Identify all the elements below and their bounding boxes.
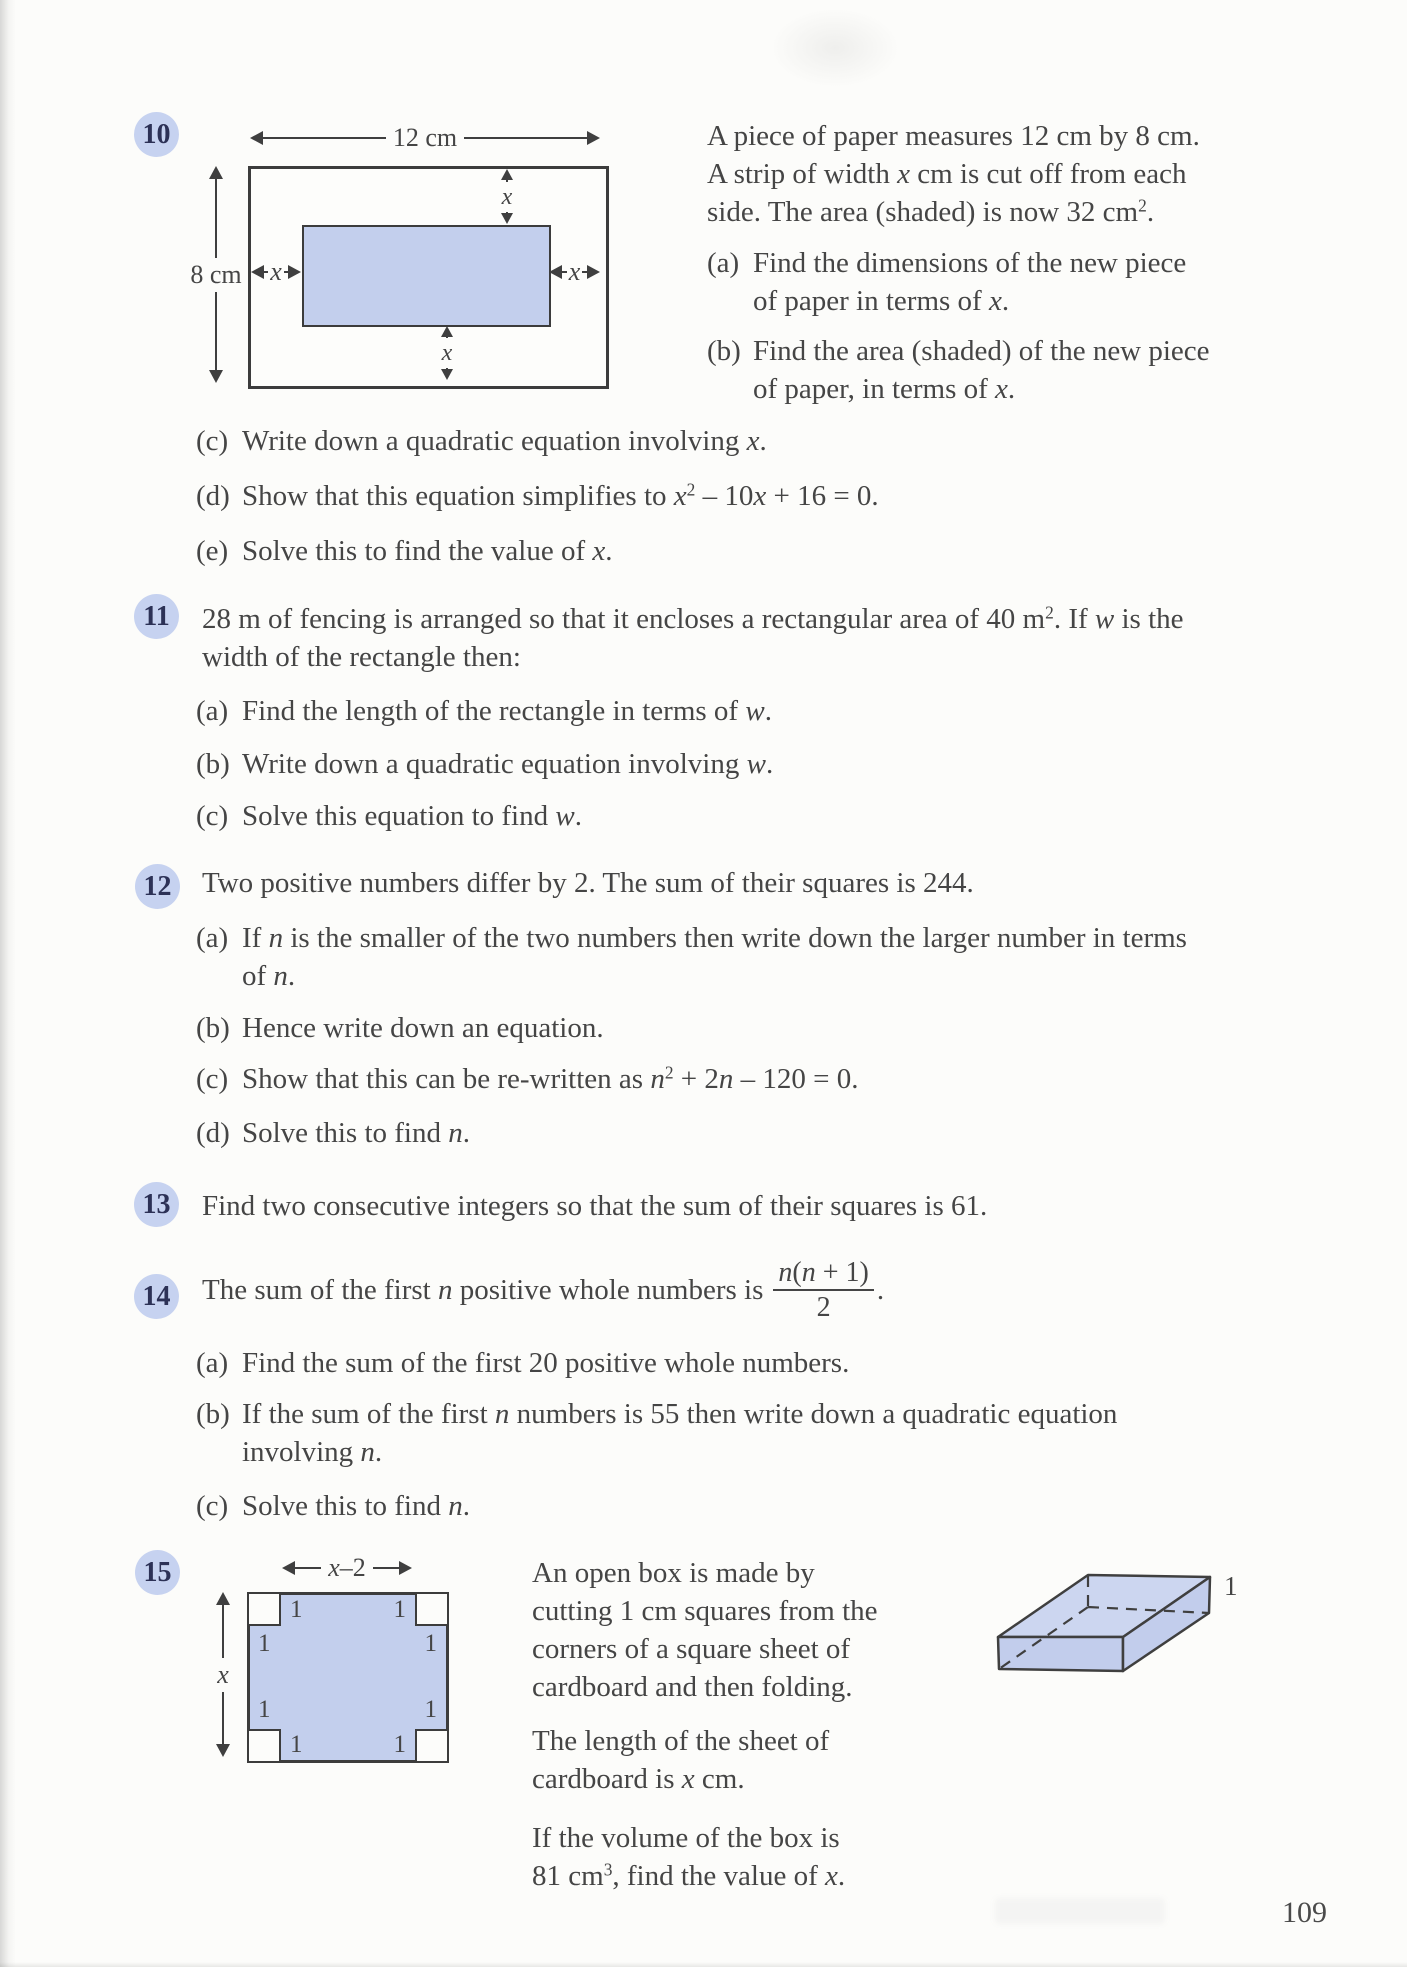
arrow-left-icon	[282, 1561, 295, 1575]
q14-item-c: (c) Solve this to find n.	[196, 1487, 470, 1525]
text-line: If the sum of the first n numbers is 55 then write down a quadratic equation	[242, 1398, 1118, 1430]
arrow-up-icon	[441, 326, 453, 337]
q10-item-a: (a) Find the dimensions of the new piece of paper in terms of x.	[707, 244, 1186, 320]
scan-edge-shadow	[0, 0, 16, 1967]
q12-item-c: (c) Show that this can be re-written as $n^2 + 2n - 120 = 0$.	[196, 1060, 858, 1098]
text-line: If n is the smaller of the two numbers then write down the larger number in terms	[242, 922, 1187, 954]
text-line: 81 $cm^3$, find the value of x.	[532, 1859, 846, 1892]
arrow-up-icon	[501, 169, 513, 180]
text-line: cardboard and then folding.	[532, 1671, 853, 1703]
text-line: If the volume of the box is	[532, 1822, 840, 1854]
arrow-left-icon	[250, 131, 263, 145]
text-line: of paper in terms of x.	[753, 285, 1010, 317]
q10-item-c: (c) Write down a quadratic equation involving x.	[196, 422, 767, 460]
q15-side-label: x	[217, 1659, 229, 1689]
question-13-number-badge: 13	[134, 1182, 179, 1227]
text-line: Two positive numbers differ by 2. The sum of their squares is 244.	[202, 867, 974, 899]
arrow-left-icon	[251, 265, 264, 279]
text-line: Find the sum of the first 20 positive whole numbers.	[242, 1347, 850, 1379]
q15-open-box-3d	[990, 1566, 1218, 1678]
arrow-down-icon	[216, 1744, 230, 1757]
arrow-right-icon	[399, 1561, 412, 1575]
q10-item-d: (d) Show that this equation simplifies to $x^2 - 10x + 16 = 0$.	[196, 477, 879, 515]
q15-unit-label: 1	[258, 1696, 271, 1723]
q10-item-e: (e) Solve this to find the value of x.	[196, 532, 613, 570]
q10-height-dimension-arrow	[186, 166, 246, 383]
q15-unit-label: 1	[290, 1731, 303, 1758]
text-line: cutting 1 cm squares from the	[532, 1595, 878, 1627]
text-line: Find the area (shaded) of the new piece	[753, 335, 1210, 367]
q10-width-dimension-arrow	[250, 125, 600, 151]
page-number: 109	[1282, 1896, 1327, 1929]
q15-unit-label: 1	[290, 1596, 303, 1623]
q15-paragraph-2	[532, 1722, 829, 1798]
q15-unit-label: 1	[393, 1731, 406, 1758]
text-line: width of the rectangle then:	[202, 641, 521, 673]
text-line: corners of a square sheet of	[532, 1633, 851, 1665]
q14-fraction	[773, 1257, 873, 1323]
text-line: Show that this equation simplifies to $x^2 - 10x + 16 = 0$.	[242, 479, 879, 512]
q15-unit-label: 1	[393, 1596, 406, 1623]
q15-top-label: x–2	[328, 1553, 366, 1582]
text-line: Hence write down an equation.	[242, 1012, 604, 1044]
q10-strip-dimension-bottom: x	[434, 326, 460, 380]
fraction-denominator: 2	[816, 1292, 831, 1323]
arrow-left-icon	[549, 265, 562, 279]
text-line: Solve this to find the value of x.	[242, 535, 613, 567]
text-line: A piece of paper measures 12 cm by 8 cm.	[707, 120, 1200, 152]
q15-cardboard-sheet	[247, 1592, 449, 1763]
q15-paragraph-1	[532, 1554, 878, 1706]
q10-strip-dimension-top: x	[494, 169, 520, 224]
text-line: Solve this to find n.	[242, 1117, 470, 1149]
q15-box-height-label: 1	[1224, 1571, 1238, 1601]
q12-intro	[202, 864, 974, 902]
scan-bottom-shadow	[0, 1962, 1407, 1967]
q12-item-b: (b) Hence write down an equation.	[196, 1009, 604, 1047]
q10-intro	[707, 117, 1200, 231]
q10-strip-dimension-right: x	[549, 259, 600, 285]
q15-unit-label: 1	[424, 1696, 437, 1723]
print-ghosting	[995, 1898, 1165, 1924]
question-12-number-badge: 12	[135, 864, 180, 909]
q11-item-a: (a) Find the length of the rectangle in terms of w.	[196, 692, 772, 730]
text-line: side. The area (shaded) is now 32 $cm^2$.	[707, 195, 1155, 228]
arrow-up-icon	[216, 1592, 230, 1605]
text-line: cardboard is x cm.	[532, 1763, 745, 1795]
q10-shaded-rectangle	[302, 225, 551, 327]
q15-cut-corner-bottom-left	[247, 1729, 281, 1763]
q10-strip-dimension-left: x	[251, 259, 301, 285]
text-line: 28 m of fencing is arranged so that it encloses a rectangular area of 40 $m^2$. If w is the	[202, 602, 1184, 635]
question-14-number-badge: 14	[134, 1274, 179, 1319]
box-front-face	[998, 1637, 1123, 1671]
text-line: Write down a quadratic equation involving x.	[242, 425, 767, 457]
q14-item-a: (a) Find the sum of the first 20 positive whole numbers.	[196, 1344, 849, 1382]
q15-paragraph-3	[532, 1819, 845, 1895]
q13-text	[202, 1187, 987, 1225]
q14-item-b: (b) If the sum of the first n numbers is 55 then write down a quadratic equation involving n.	[196, 1395, 1117, 1471]
q11-item-b: (b) Write down a quadratic equation involving w.	[196, 745, 773, 783]
text-line: Show that this can be re-written as $n^2 + 2n - 120 = 0$.	[242, 1062, 859, 1095]
arrow-right-icon	[587, 131, 600, 145]
question-10-number-badge: 10	[134, 112, 179, 157]
text-line: The length of the sheet of	[532, 1725, 830, 1757]
question-15-number-badge: 15	[135, 1550, 180, 1595]
text-line: Write down a quadratic equation involving w.	[242, 748, 774, 780]
q11-item-c: (c) Solve this equation to find w.	[196, 797, 582, 835]
arrow-down-icon	[441, 369, 453, 380]
text-line: of paper, in terms of x.	[753, 373, 1016, 405]
arrow-right-icon	[288, 265, 301, 279]
q15-cut-corner-bottom-right	[415, 1729, 449, 1763]
q15-cut-corner-top-right	[415, 1592, 449, 1626]
q15-unit-label: 1	[258, 1630, 271, 1657]
scan-smudge	[770, 8, 900, 88]
text-line: Find the length of the rectangle in terms of w.	[242, 695, 772, 727]
q10-width-label: 12 cm	[392, 123, 458, 152]
arrow-up-icon	[209, 166, 223, 179]
arrow-right-icon	[587, 265, 600, 279]
q12-item-a: (a) If n is the smaller of the two numbers then write down the larger number in terms of n.	[196, 919, 1187, 995]
text-line: A strip of width x cm is cut off from each	[707, 158, 1187, 190]
q10-item-b: (b) Find the area (shaded) of the new piece of paper, in terms of x.	[707, 332, 1210, 408]
text-line: Solve this equation to find w.	[242, 800, 582, 832]
text-line: Find the dimensions of the new piece	[753, 247, 1187, 279]
arrow-down-icon	[209, 370, 223, 383]
arrow-down-icon	[501, 213, 513, 224]
q15-top-dimension-arrow	[282, 1555, 412, 1581]
q15-unit-label: 1	[424, 1630, 437, 1657]
q15-side-dimension-arrow	[199, 1592, 247, 1757]
text-line: Find two consecutive integers so that the sum of their squares is 61.	[202, 1190, 988, 1222]
q10-height-label: 8 cm	[190, 259, 242, 289]
text-line: Solve this to find n.	[242, 1490, 470, 1522]
q15-cut-corner-top-left	[247, 1592, 281, 1626]
q11-intro	[202, 600, 1184, 676]
fraction-numerator: n(n + 1)	[773, 1257, 873, 1291]
text-line: of n.	[242, 960, 296, 992]
text-line: involving n.	[242, 1436, 383, 1468]
text-line: An open box is made by	[532, 1557, 815, 1589]
q12-item-d: (d) Solve this to find n.	[196, 1114, 470, 1152]
q14-lead-line	[202, 1258, 884, 1322]
text-line: The sum of the first n positive whole numbers is	[202, 1273, 764, 1306]
sentence-period: .	[876, 1273, 885, 1306]
question-11-number-badge: 11	[134, 594, 179, 639]
